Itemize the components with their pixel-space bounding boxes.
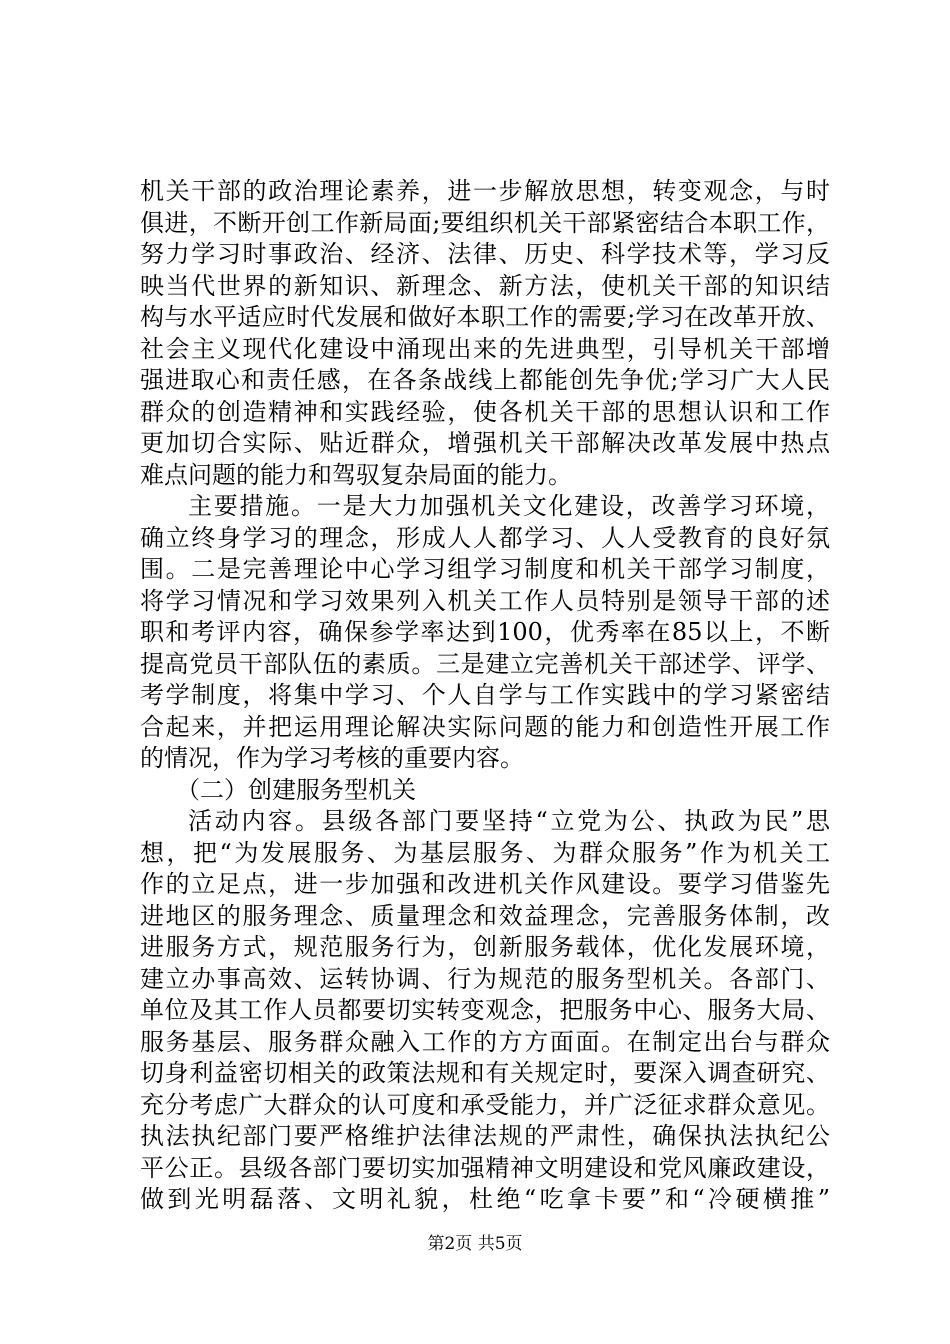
text-line: 更加切合实际、贴近群众，增强机关干部解决改革发展中热点	[140, 429, 830, 457]
text-line: 主要措施。一是大力加强机关文化建设，改善学习环境，	[188, 492, 830, 520]
text-line: 映当代世界的新知识、新理念、新方法，使机关干部的知识结	[140, 271, 830, 300]
text-line: 想，把“为发展服务、为基层服务、为群众服务”作为机关工	[140, 838, 830, 867]
text-line: 作的立足点，进一步加强和改进机关作风建设。要学习借鉴先	[140, 870, 830, 898]
text-line: 服务基层、服务群众融入工作的方方面面。在制定出台与群众	[140, 1027, 830, 1056]
text-line: 活动内容。县级各部门要坚持“立党为公、执政为民”思	[188, 807, 830, 835]
text-line: 强进取心和责任感，在各条战线上都能创先争优;学习广大人民	[140, 366, 830, 394]
text-line: 进服务方式，规范服务行为，创新服务载体，优化发展环境，	[140, 933, 830, 961]
text-line: 职和考评内容，确保参学率达到100，优秀率在85以上，不断	[140, 618, 830, 646]
text-line: 俱进，不断开创工作新局面;要组织机关干部紧密结合本职工作，	[140, 208, 830, 237]
page-footer: 第2页 共5页	[427, 1234, 523, 1254]
text-line: 单位及其工作人员都要切实转变观念，把服务中心、服务大局、	[140, 996, 830, 1024]
text-line: 充分考虑广大群众的认可度和承受能力，并广泛征求群众意见。	[140, 1090, 830, 1119]
text-line: 做到光明磊落、文明礼貌，杜绝“吃拿卡要”和“冷硬横推”	[140, 1185, 830, 1213]
text-line: 围。二是完善理论中心学习组学习制度和机关干部学习制度，	[140, 555, 830, 583]
text-line: （二）创建服务型机关	[176, 775, 416, 804]
text-line: 的情况，作为学习考核的重要内容。	[140, 744, 524, 772]
text-line: 提高党员干部队伍的素质。三是建立完善机关干部述学、评学、	[140, 649, 830, 678]
text-line: 切身利益密切相关的政策法规和有关规定时，要深入调查研究、	[140, 1059, 830, 1087]
body-text	[140, 176, 830, 1216]
text-line: 机关干部的政治理论素养，进一步解放思想，转变观念，与时	[140, 177, 830, 205]
text-line: 执法执纪部门要严格维护法律法规的严肃性，确保执法执纪公	[140, 1122, 830, 1150]
text-line: 考学制度，将集中学习、个人自学与工作实践中的学习紧密结	[140, 681, 830, 709]
text-line: 建立办事高效、运转协调、行为规范的服务型机关。各部门、	[140, 964, 830, 993]
text-line: 合起来，并把运用理论解决实际问题的能力和创造性开展工作	[140, 712, 830, 741]
text-line: 确立终身学习的理念，形成人人都学习、人人受教育的良好氛	[140, 523, 830, 552]
text-line: 努力学习时事政治、经济、法律、历史、科学技术等，学习反	[140, 240, 830, 268]
text-line: 群众的创造精神和实践经验，使各机关干部的思想认识和工作	[140, 397, 830, 426]
text-line: 将学习情况和学习效果列入机关工作人员特别是领导干部的述	[140, 586, 830, 615]
text-line: 平公正。县级各部门要切实加强精神文明建设和党风廉政建设，	[140, 1153, 830, 1182]
text-line: 难点问题的能力和驾驭复杂局面的能力。	[140, 460, 572, 489]
text-line: 进地区的服务理念、质量理念和效益理念，完善服务体制，改	[140, 901, 830, 930]
text-line: 社会主义现代化建设中涌现出来的先进典型，引导机关干部增	[140, 334, 830, 363]
text-line: 构与水平适应时代发展和做好本职工作的需要;学习在改革开放、	[140, 303, 830, 331]
